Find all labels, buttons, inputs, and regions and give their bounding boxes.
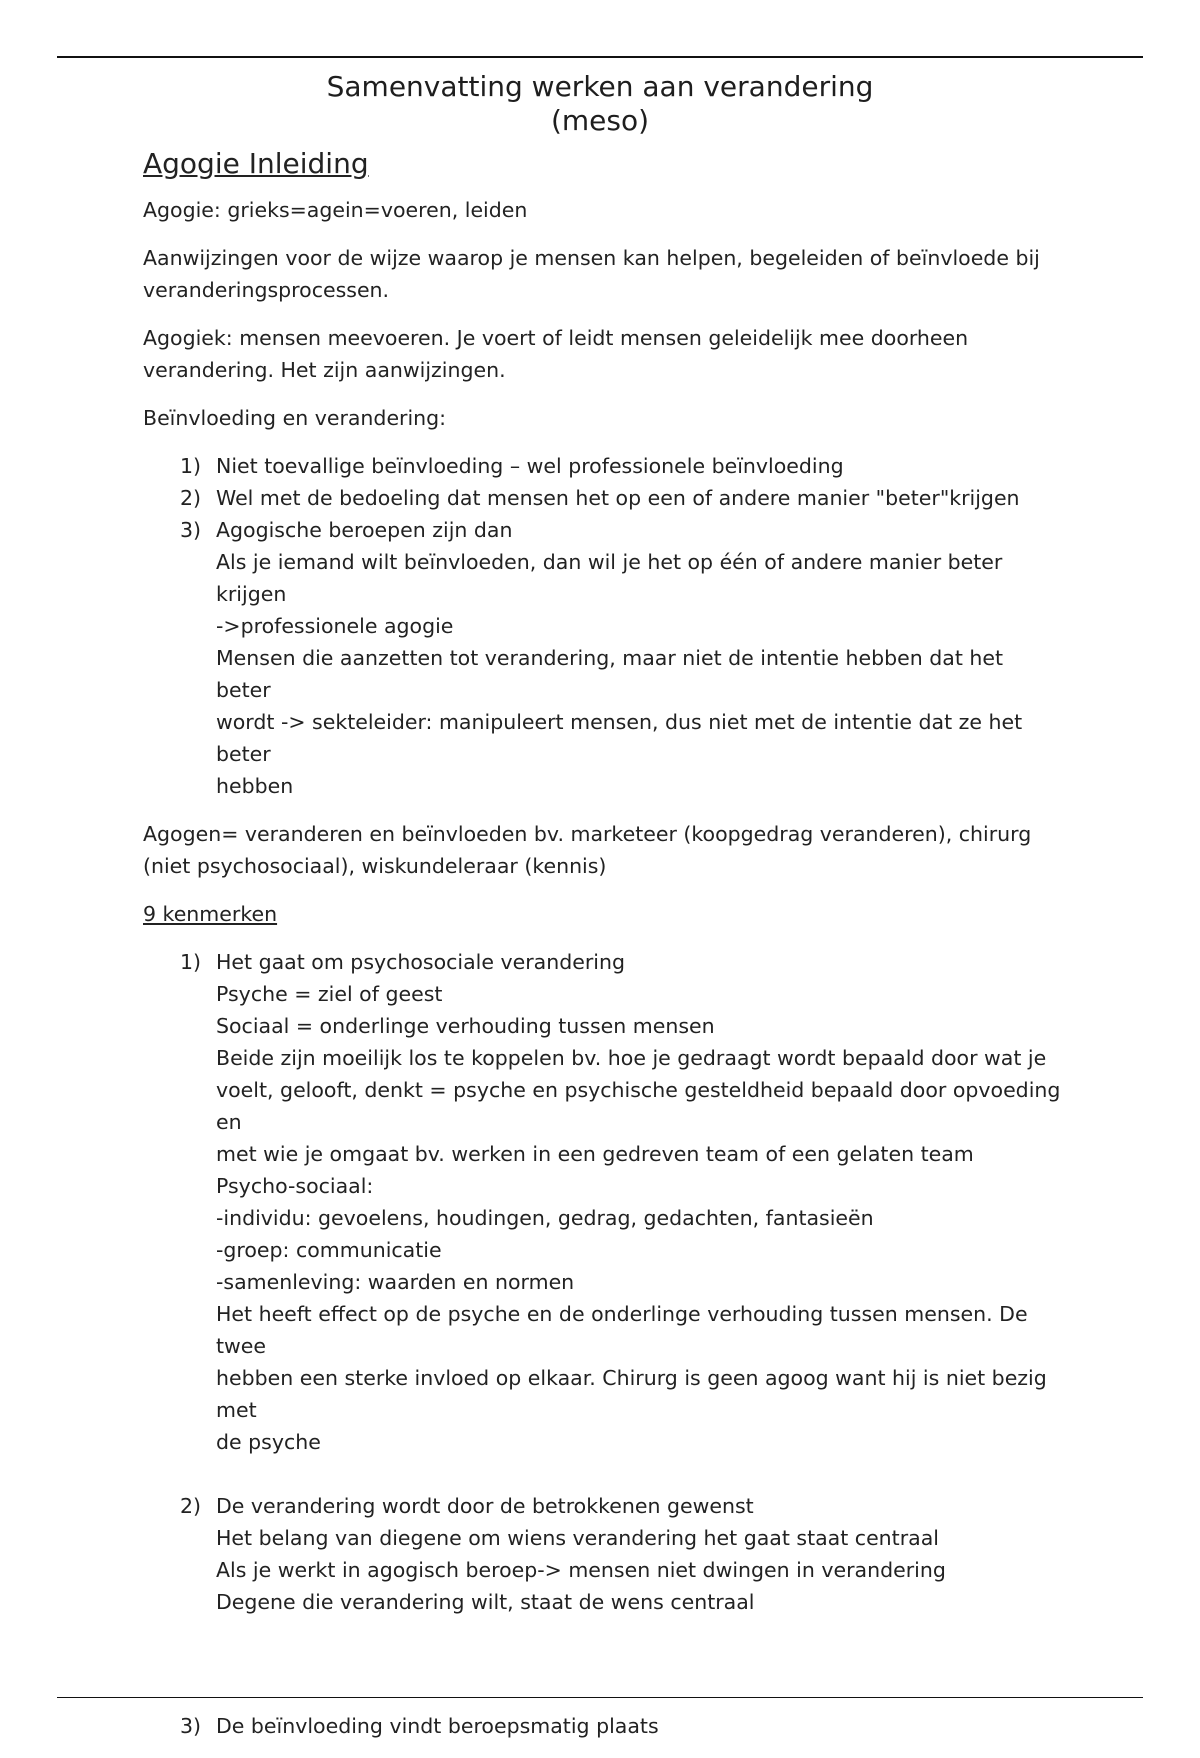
list-line: Mensen die aanzetten tot verandering, maar niet de intentie hebben dat het beter	[216, 646, 1004, 702]
list-number: 3)	[180, 1714, 202, 1738]
list-line: Het belang van diegene om wiens verandering het gaat staat centraal	[216, 1526, 939, 1550]
list-line: Agogische beroepen zijn dan	[216, 518, 513, 542]
list-line: Psycho-sociaal:	[216, 1174, 374, 1198]
list-line: de psyche	[216, 1430, 321, 1454]
list-number: 3)	[180, 518, 202, 542]
section-heading: Agogie Inleiding	[143, 147, 369, 180]
list-line: -groep: communicatie	[216, 1238, 442, 1262]
title-line-1: Samenvatting werken aan verandering	[326, 70, 874, 103]
list-line: De beïnvloeding vindt beroepsmatig plaats	[216, 1714, 659, 1738]
list-item	[143, 1490, 1063, 1618]
list-line: De verandering wordt door de betrokkenen gewenst	[216, 1494, 754, 1518]
paragraph-beinvloeding: Beïnvloeding en verandering:	[143, 406, 447, 430]
list-line: met wie je omgaat bv. werken in een gedreven team of een gelaten team	[216, 1142, 974, 1166]
document-body	[143, 146, 1063, 1758]
paragraph-agogiek: Agogiek: mensen meevoeren. Je voert of leidt mensen geleidelijk mee doorheen verandering. Het zijn aanwijzingen.	[143, 326, 969, 382]
list-line: Sociaal = onderlinge verhouding tussen mensen	[216, 1014, 715, 1038]
top-rule	[57, 56, 1143, 58]
list-item	[143, 514, 1063, 802]
subheading-kenmerken: 9 kenmerken	[143, 902, 278, 926]
list-line: -samenleving: waarden en normen	[216, 1270, 575, 1294]
numbered-list-beinvloeding	[143, 450, 1063, 802]
list-line: Beide zijn moeilijk los te koppelen bv. hoe je gedraagt wordt bepaald door wat je	[216, 1046, 1047, 1070]
numbered-list-kenmerken	[143, 946, 1063, 1742]
list-line: Niet toevallige beïnvloeding – wel professionele beïnvloeding	[216, 454, 844, 478]
list-line: Het heeft effect op de psyche en de onderlinge verhouding tussen mensen. De twee	[216, 1302, 1028, 1358]
paragraph-agogen: Agogen= veranderen en beïnvloeden bv. marketeer (koopgedrag veranderen), chirurg (niet psychosociaal), wiskundeleraar (kennis)	[143, 822, 1032, 878]
list-number: 1)	[180, 950, 202, 974]
list-number: 2)	[180, 1494, 202, 1518]
list-item	[143, 450, 1063, 482]
title-line-2: (meso)	[550, 104, 650, 137]
list-item	[143, 1710, 1063, 1742]
list-item	[143, 946, 1063, 1458]
list-line: Het gaat om psychosociale verandering	[216, 950, 625, 974]
list-number: 2)	[180, 486, 202, 510]
list-line: hebben een sterke invloed op elkaar. Chirurg is geen agoog want hij is niet bezig met	[216, 1366, 1047, 1422]
list-number: 1)	[180, 454, 202, 478]
list-line: ->professionele agogie	[216, 614, 454, 638]
list-line: wordt -> sekteleider: manipuleert mensen, dus niet met de intentie dat ze het beter	[216, 710, 1023, 766]
list-line: hebben	[216, 774, 294, 798]
list-line: Degene die verandering wilt, staat de wens centraal	[216, 1590, 755, 1614]
list-line: Als je werkt in agogisch beroep-> mensen niet dwingen in verandering	[216, 1558, 946, 1582]
list-line: voelt, gelooft, denkt = psyche en psychische gesteldheid bepaald door opvoeding en	[216, 1078, 1061, 1134]
document-title	[0, 70, 1200, 138]
list-line: Psyche = ziel of geest	[216, 982, 443, 1006]
list-item	[143, 482, 1063, 514]
list-line: -individu: gevoelens, houdingen, gedrag, gedachten, fantasieën	[216, 1206, 874, 1230]
list-line: Als je iemand wilt beïnvloeden, dan wil je het op één of andere manier beter krijgen	[216, 550, 1003, 606]
paragraph-aanwijzingen: Aanwijzingen voor de wijze waarop je mensen kan helpen, begeleiden of beïnvloede bij veranderingsprocessen.	[143, 246, 1040, 302]
bottom-rule	[57, 1697, 1143, 1698]
paragraph-agogie: Agogie: grieks=agein=voeren, leiden	[143, 198, 528, 222]
list-line: Wel met de bedoeling dat mensen het op een of andere manier "beter"krijgen	[216, 486, 1020, 510]
